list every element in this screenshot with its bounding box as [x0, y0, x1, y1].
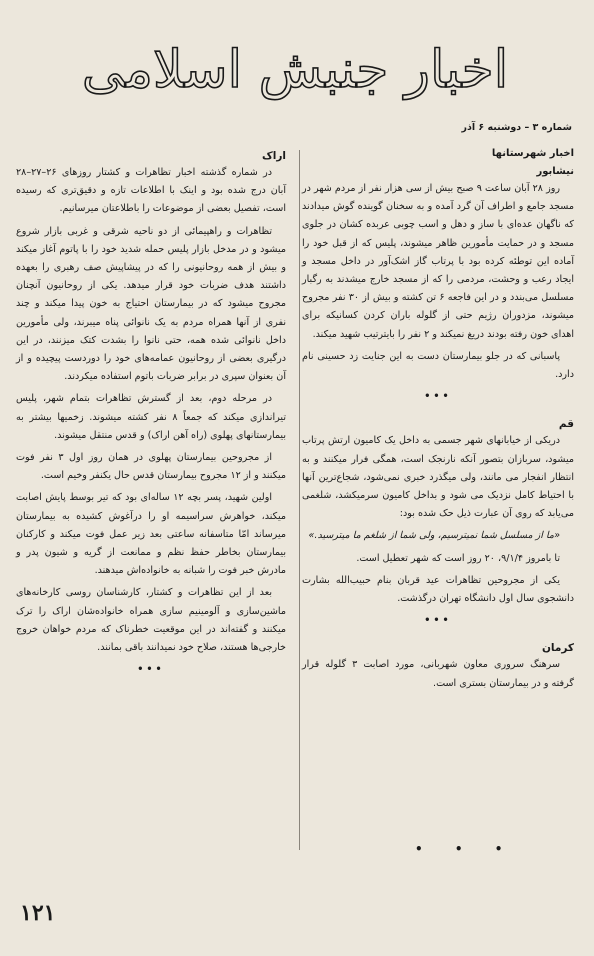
left-column: [16, 146, 286, 689]
kerman-paragraph: سرهنگ سروری معاون شهربانی، مورد اصابت ۳ گلوله قرار گرفته و در بیمارستان بستری است.: [302, 659, 574, 689]
arak-paragraph-3: در مرحله دوم، بعد از گسترش تظاهرات بتمام شهر، پلیس تیراندازی میکند که جمعاً ۸ نفر کشته میشوند. زخمیها بیشتر به بیمارستانهای پهلوی (راه آهن اراک) و قدس منتقل میشوند.: [16, 393, 286, 441]
masthead-title: اخبار جنبش اسلامی: [81, 40, 509, 100]
section-separator: •••: [424, 391, 452, 403]
right-column: [302, 140, 574, 697]
qom-paragraph-2: تا بامروز ۹/۱/۴، ۲۰ روز است که شهر تعطیل است.: [356, 552, 560, 564]
column-divider: [299, 150, 300, 850]
arak-paragraph-6: بعد از این تظاهرات و کشتار، کارشناسان روسی کارخانه‌های ماشین‌سازی و آلومینیم سازی همراه خانواده‌شان اراک را ترک میکنند و گفته‌اند در این موقعیت خطرناک که مردم خواهان خروج خارجی‌ها هستند، صلاح خود نمیدانند باقی بمانند.: [16, 587, 286, 654]
arak-heading: اراک: [262, 150, 286, 162]
qom-paragraph-3: یکی از مجروحین تظاهرات عید قربان بنام حبیب‌الله بشارت دانشجوی سال اول دانشگاه تهران درگذشت.: [302, 574, 574, 605]
arak-paragraph-2: تظاهرات و راهپیمائی از دو ناحیه شرقی و غربی بازار شروع میشود و در مدخل بازار پلیس حمله شدید خود را با پاتوم آغاز میکند و بیش از همه روحانیونی را که در پیشاپیش صف رهبری را بعهده داشتند هدف ضربات خود قرار میدهد. یکی از روحانیون آنچنان مجروح میشود که در بیمارستان احتیاج به خون پیدا میکند و چند نفری از آنها همراه مردم به یک نانوائی پناه میبرند، ولی مأمورین داخل نانوائی شده همه، حتی نانوا را بشدت کتک میزنند، در این درگیری بعضی از روحانیون عمامه‌های خود را دوردست پیچیده و از آن بعنوان سپری در برابر ضربات باتوم استفاده میکردند.: [16, 225, 286, 383]
arak-paragraph-5: اولین شهید، پسر بچه ۱۲ ساله‌ای بود که تیر بوسط پایش اصابت میکند، خواهرش سراسیمه او را درآغوش کشیده به بیمارستان میرساند امّا متاسفانه ساعتی بعد زیر عمل فوت میکند و کارکنان بیمارستان بخاطر حفظ نظم و ممانعت از گریه و شیون پدر و مادرش خبر فوت را شبانه به خانواده‌اش میدهند.: [16, 492, 286, 577]
neyshabur-paragraph-2: پاسبانی که در جلو بیمارستان دست به این جنایت زد حسینی نام دارد.: [302, 350, 574, 381]
arak-paragraph-1: در شماره گذشته اخبار تظاهرات و کشتار روزهای ۲۶–۲۷–۲۸ آبان درج شده بود و اینک با اطلاعات تازه و دقیق‌تری که رسیده است، تفصیل بعضی از موضوعات را باطلاعتان میرسانیم.: [16, 167, 286, 215]
section-heading: اخبار شهرستانها: [491, 148, 574, 159]
end-dots: • • •: [415, 842, 517, 856]
masthead: [30, 30, 560, 110]
neyshabur-heading: نیشابور: [536, 166, 574, 177]
page-number: ۱۲۱: [20, 900, 56, 926]
qom-quote: «ما از مسلسل شما نمیترسیم، ولی شما از شلغم ما میترسید.»: [308, 530, 560, 542]
section-separator: •••: [424, 615, 452, 627]
kerman-heading: کرمان: [541, 642, 574, 655]
qom-paragraph-1: دریکی از خیابانهای شهر جسمی به داخل یک کامیون ارتش پرتاب میشود، سربازان بتصور آنکه نارنجک است، همگی فرار میکنند و به انتظار انفجار می مانند، ولی میگذرد خبری نمی‌شود، شجاع‌ترین آنها با احتیاط کامل نزدیک می شود و بداخل کامیون سرمیکشد، شلغمی می‌یابد که روی آن عبارت ذیل حک شده بود:: [302, 435, 574, 520]
arak-paragraph-4: از مجروحین بیمارستان پهلوی در همان روز اول ۳ نفر فوت میکنند و از ۱۲ مجروح بیمارستان قدس حال یکنفر وخیم است.: [16, 452, 286, 482]
neyshabur-paragraph-1: روز ۲۸ آبان ساعت ۹ صبح بیش از سی هزار نفر از مردم شهر در مسجد جامع و اطراف آن گرد آمده و به سخنان گوینده گوش میدادند که ناگهان عده‌ای با ساز و دهل و اسب چوبی عربده کشان در جلوی مسجد و در حمایت مأمورین ظاهر میشوند، پلیس که از قبل خود را آماده این توطئه کرده بود با پرتاب گاز اشک‌آور در داخل مسجد و ایجاد رعب و وحشت، مردمی را که از مسجد خارج میشدند به رگبار مسلسل می‌بندد و در این فاجعه ۶ تن کشته و بیش از ۳۰ نفر مجروح میشوند، مزدوران رژیم حتی از گلوله باران کردن کسانیکه برای اهدای خون رفته بودند دریغ نمیکند و ۲ نفر را بایترتیب شهید میکند.: [302, 183, 574, 340]
qom-heading: قم: [558, 418, 574, 431]
section-separator: •••: [137, 664, 165, 676]
issue-line: شماره ۳ – دوشنبه ۶ آذر: [461, 122, 572, 133]
